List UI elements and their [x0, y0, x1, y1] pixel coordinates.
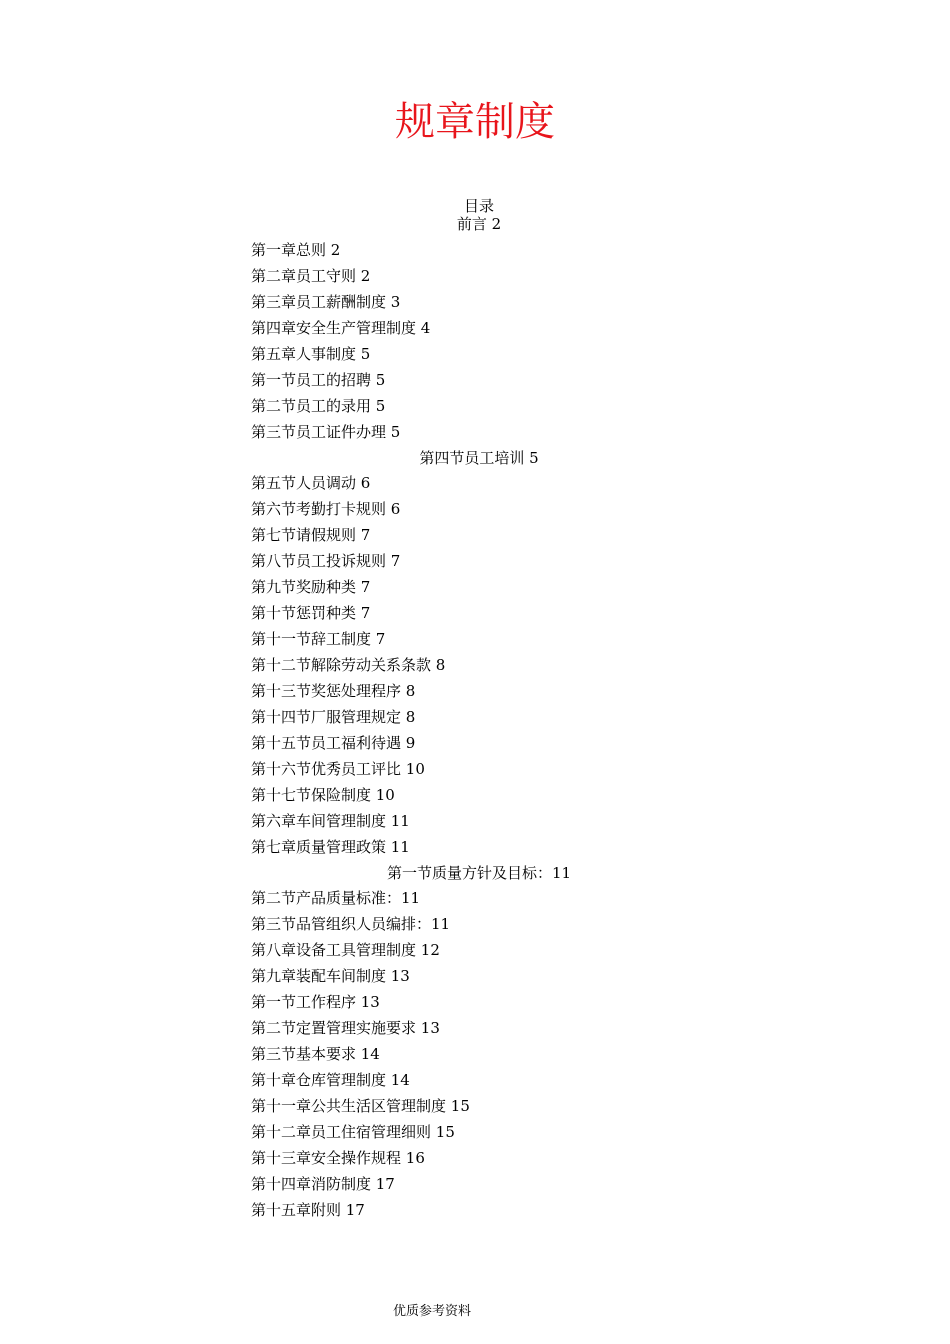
- toc-entry[interactable]: 第八节员工投诉规则 7: [251, 552, 401, 571]
- toc-entry[interactable]: 第七章质量管理政策 11: [251, 837, 410, 856]
- toc-entry[interactable]: 第一节质量方针及目标：11: [386, 863, 572, 882]
- toc-entry[interactable]: 第二节产品质量标准：11: [251, 889, 421, 908]
- toc-entry[interactable]: 第十节惩罚种类 7: [251, 604, 371, 623]
- toc-entry-preface[interactable]: 前言 2: [456, 215, 502, 233]
- toc-entry[interactable]: 第十五节员工福利待遇 9: [251, 733, 416, 752]
- toc-entry[interactable]: 第五节人员调动 6: [251, 474, 371, 493]
- toc-entry[interactable]: 第九节奖励种类 7: [251, 578, 371, 597]
- toc-entry[interactable]: 第十一节辞工制度 7: [251, 630, 386, 649]
- toc-entry[interactable]: 第二章员工守则 2: [251, 266, 371, 285]
- toc-entry[interactable]: 第七节请假规则 7: [251, 526, 371, 545]
- toc-entry[interactable]: 第十五章附则 17: [251, 1200, 365, 1219]
- toc-entry[interactable]: 第八章设备工具管理制度 12: [251, 941, 440, 960]
- toc-entry[interactable]: 第二节定置管理实施要求 13: [251, 1019, 440, 1038]
- footer-note: 优质参考资料: [393, 1304, 472, 1319]
- toc-entry[interactable]: 第五章人事制度 5: [251, 344, 371, 363]
- toc-entry[interactable]: 第十六节优秀员工评比 10: [251, 759, 425, 778]
- toc-entry[interactable]: 第四章安全生产管理制度 4: [251, 318, 431, 337]
- toc-entry[interactable]: 第十七节保险制度 10: [251, 785, 395, 804]
- toc-entry[interactable]: 第九章装配车间制度 13: [251, 967, 410, 986]
- toc-entry[interactable]: 第十二节解除劳动关系条款 8: [251, 656, 446, 674]
- toc-entry[interactable]: 第一章总则 2: [251, 241, 341, 259]
- toc-entry[interactable]: 第十四章消防制度 17: [251, 1174, 395, 1193]
- toc-entry[interactable]: 第二节员工的录用 5: [251, 396, 386, 415]
- toc-entry[interactable]: 第一节工作程序 13: [251, 993, 380, 1012]
- toc-entry[interactable]: 第六章车间管理制度 11: [251, 811, 410, 830]
- toc-entry[interactable]: 第三章员工薪酬制度 3: [251, 292, 401, 311]
- toc-entry[interactable]: 第三节基本要求 14: [251, 1045, 380, 1064]
- toc-entry[interactable]: 第十四节厂服管理规定 8: [251, 707, 416, 726]
- toc-entry[interactable]: 第四节员工培训 5: [419, 448, 539, 467]
- toc-entry[interactable]: 第一节员工的招聘 5: [251, 370, 386, 389]
- toc-entry[interactable]: 第十三章安全操作规程 16: [251, 1148, 425, 1167]
- toc-entry[interactable]: 第十章仓库管理制度 14: [251, 1071, 410, 1089]
- toc-entry[interactable]: 第六节考勤打卡规则 6: [251, 500, 401, 519]
- toc-entry[interactable]: 第三节品管组织人员编排：11: [251, 915, 451, 934]
- page-title: 规章制度: [395, 99, 555, 145]
- toc-entry[interactable]: 第十三节奖惩处理程序 8: [251, 681, 416, 700]
- toc-entry[interactable]: 第十二章员工住宿管理细则 15: [251, 1122, 455, 1141]
- toc-heading: 目录: [463, 197, 494, 215]
- toc-entry[interactable]: 第三节员工证件办理 5: [251, 422, 401, 441]
- table-of-contents: [0, 238, 950, 1224]
- toc-entry[interactable]: 第十一章公共生活区管理制度 15: [251, 1096, 470, 1115]
